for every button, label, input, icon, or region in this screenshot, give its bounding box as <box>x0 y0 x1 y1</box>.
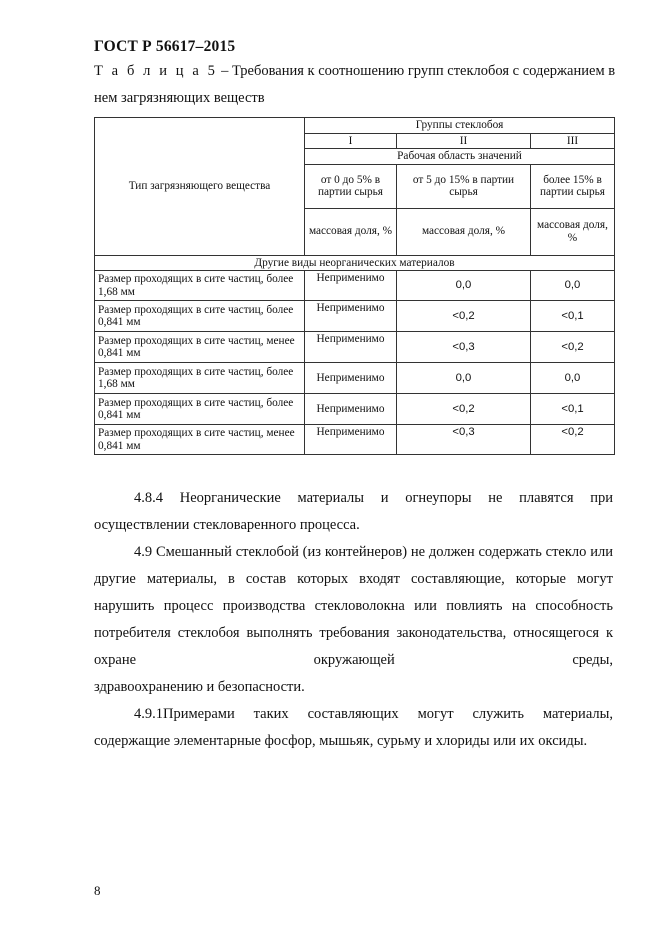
cell-group-3: <0,2 <box>531 332 615 363</box>
cell-group-3: <0,2 <box>531 425 615 455</box>
table-row <box>95 332 615 363</box>
table-row <box>95 394 615 425</box>
cell-group-3: 0,0 <box>531 271 615 301</box>
cell-group-1: Неприменимо <box>305 425 397 455</box>
contaminants-table <box>94 117 615 455</box>
row-name: Размер проходящих в сите частиц, менее 0,841 мм <box>95 332 305 363</box>
table-row <box>95 425 615 455</box>
table-row <box>95 363 615 394</box>
cell-group-1: Неприменимо <box>305 363 397 394</box>
cell-group-3: 0,0 <box>531 363 615 394</box>
section-row-inorganic: Другие виды неорганических материалов <box>95 255 615 271</box>
cell-group-3: <0,1 <box>531 394 615 425</box>
table-caption-label: Т а б л и ц а 5 <box>94 63 218 79</box>
table-row <box>95 301 615 332</box>
cell-group-2: <0,3 <box>397 425 531 455</box>
cell-group-2: 0,0 <box>397 363 531 394</box>
header-group-3: III <box>531 133 615 149</box>
paragraph-4-9 <box>94 539 613 701</box>
table-caption-line1 <box>94 63 615 80</box>
header-range-2: от 5 до 15% в партии сырья <box>397 164 531 208</box>
header-groups: Группы стеклобоя <box>305 118 615 134</box>
header-unit-3: массовая доля, % <box>531 208 615 255</box>
table-caption-text: – Требования к соотношению групп стеклобоя с содержанием в <box>217 63 616 79</box>
paragraph-text: 4.9.1Примерами таких составляющих могут служить материалы, содержащие элементарные фосфор, мышьяк, сурьму и хлориды или их оксиды. <box>94 706 613 749</box>
cell-group-2: <0,2 <box>397 394 531 425</box>
table-row <box>95 271 615 301</box>
cell-group-2: 0,0 <box>397 271 531 301</box>
paragraph-4-8-4 <box>94 485 613 539</box>
cell-group-1: Неприменимо <box>305 394 397 425</box>
header-unit-1: массовая доля, % <box>305 208 397 255</box>
row-name: Размер проходящих в сите частиц, более 1,68 мм <box>95 271 305 301</box>
standard-designation: ГОСТ Р 56617–2015 <box>94 38 236 55</box>
header-group-2: II <box>397 133 531 149</box>
paragraph-text: 4.9 Смешанный стеклобой (из контейнеров) не должен содержать стекло или другие материалы, в состав которых входят составляющие, которые могут нарушить процесс производства стекловолокна или повлиять на способность потребителя стеклобоя выполнять требования законодательства, относящегося к охране окружающей среды, <box>94 544 613 668</box>
table-caption-line2: нем загрязняющих веществ <box>94 90 265 106</box>
row-name: Размер проходящих в сите частиц, менее 0,841 мм <box>95 425 305 455</box>
header-range-3: более 15% в партии сырья <box>531 164 615 208</box>
header-range-1: от 0 до 5% в партии сырья <box>305 164 397 208</box>
cell-group-2: <0,2 <box>397 301 531 332</box>
column-header-contaminant-type: Тип загрязняющего вещества <box>95 118 305 256</box>
cell-group-1: Неприменимо <box>305 271 397 301</box>
row-name: Размер проходящих в сите частиц, более 1,68 мм <box>95 363 305 394</box>
cell-group-1: Неприменимо <box>305 301 397 332</box>
paragraph-text: здравоохранению и безопасности. <box>94 679 305 695</box>
page-number: 8 <box>94 883 101 898</box>
paragraph-text: 4.8.4 Неорганические материалы и огнеупоры не плавятся при осуществлении стекловаренного процесса. <box>94 490 613 533</box>
header-range: Рабочая область значений <box>305 149 615 165</box>
paragraph-4-9-1 <box>94 701 613 755</box>
header-unit-2: массовая доля, % <box>397 208 531 255</box>
cell-group-1: Неприменимо <box>305 332 397 363</box>
header-group-1: I <box>305 133 397 149</box>
cell-group-3: <0,1 <box>531 301 615 332</box>
cell-group-2: <0,3 <box>397 332 531 363</box>
row-name: Размер проходящих в сите частиц, более 0,841 мм <box>95 394 305 425</box>
row-name: Размер проходящих в сите частиц, более 0,841 мм <box>95 301 305 332</box>
